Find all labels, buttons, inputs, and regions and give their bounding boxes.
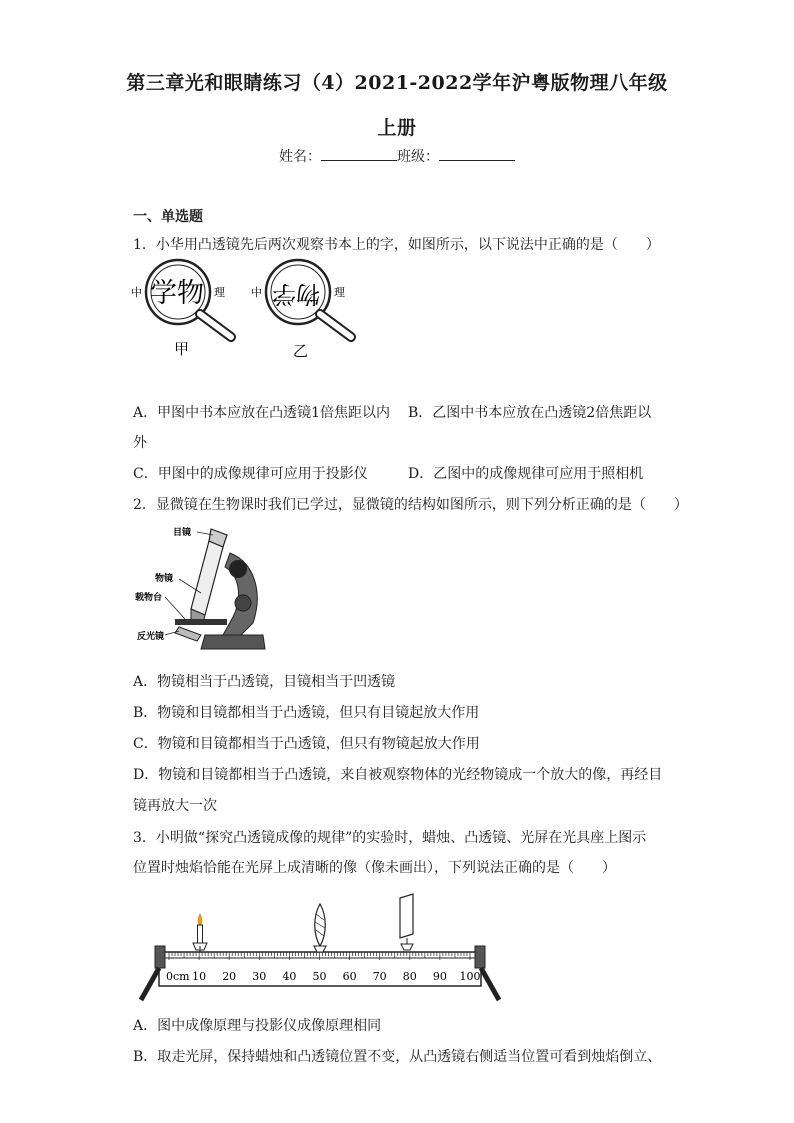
label-mirror: 反光镜 (137, 632, 165, 642)
char-right-a: 理 (214, 286, 225, 299)
char-right-b: 理 (334, 286, 345, 299)
q2-option-a[interactable]: A．物镜相当于凸透镜，目镜相当于凹透镜 (133, 674, 396, 690)
q3-stem-line2: 位置时烛焰恰能在光屏上成清晰的像（像未画出），下列说法正确的是（ ） (133, 860, 616, 876)
magnifier-b (251, 260, 351, 360)
student-info (0, 146, 794, 166)
name-blank[interactable] (321, 148, 397, 161)
magnified-text-b: 物学 (272, 280, 320, 308)
ruler-tick-label: 50 (312, 970, 327, 983)
q1-magnifier-figure (128, 258, 368, 368)
ruler-tick-label: 70 (372, 970, 387, 983)
page-title: 第三章光和眼睛练习（4）2021-2022学年沪粤版物理八年级 (126, 72, 668, 94)
magnifier-a (131, 260, 231, 358)
char-left-b: 中 (251, 286, 262, 299)
q2-option-b[interactable]: B．物镜和目镜都相当于凸透镜，但只有目镜起放大作用 (133, 705, 480, 721)
label-stage: 载物台 (135, 593, 163, 603)
ruler-tick-label: 20 (222, 970, 237, 983)
q2-option-d-continued: 镜再放大一次 (133, 798, 217, 814)
q1-stem: 1．小华用凸透镜先后两次观察书本上的字，如图所示，以下说法中正确的是（ ） (133, 237, 660, 253)
ruler-tick-label: 60 (342, 970, 357, 983)
q3-optical-bench-figure (133, 890, 513, 1005)
page-title-continued: 上册 (377, 117, 417, 139)
ruler-tick-label: 40 (282, 970, 297, 983)
name-label: 姓名： (279, 149, 321, 165)
q3-option-b[interactable]: B．取走光屏，保持蜡烛和凸透镜位置不变，从凸透镜右侧适当位置可看到烛焰倒立、 (133, 1049, 662, 1065)
q3-stem-line1: 3．小明做“探究凸透镜成像的规律”的实验时，蜡烛、凸透镜、光屏在光具座上图示 (133, 830, 647, 846)
magnified-text-a: 学物 (150, 278, 204, 309)
label-objective: 物镜 (155, 574, 174, 584)
ruler-tick-label: 80 (402, 970, 417, 983)
q2-option-c[interactable]: C．物镜和目镜都相当于凸透镜，但只有物镜起放大作用 (133, 736, 480, 752)
q1-option-a[interactable]: A．甲图中书本应放在凸透镜1倍焦距以内 (133, 405, 391, 421)
ruler-tick-label: 0cm (166, 970, 190, 983)
candle (193, 914, 207, 952)
q2-option-d[interactable]: D．物镜和目镜都相当于凸透镜，来自被观察物体的光经物镜成一个放大的像，再经目 (133, 767, 663, 783)
q2-stem: 2．显微镜在生物课时我们已学过，显微镜的结构如图所示，则下列分析正确的是（ ） (133, 497, 688, 513)
convex-lens (314, 904, 326, 952)
q1-option-b[interactable]: B．乙图中书本应放在凸透镜2倍焦距以 (408, 405, 652, 421)
ruler-tick-label: 30 (252, 970, 267, 983)
label-a: 甲 (174, 340, 190, 358)
class-label: 班级： (397, 149, 439, 165)
char-left-a: 中 (131, 286, 142, 299)
ruler-tick-label: 90 (432, 970, 447, 983)
q3-option-a[interactable]: A．图中成像原理与投影仪成像原理相同 (133, 1018, 382, 1034)
ruler-tick-label: 10 (192, 970, 207, 983)
q1-option-d[interactable]: D．乙图中的成像规律可应用于照相机 (408, 466, 644, 482)
label-b: 乙 (293, 342, 309, 360)
section-title: 一、单选题 (133, 209, 203, 225)
q2-microscope-figure (135, 523, 270, 653)
light-screen (400, 894, 413, 950)
ruler-tick-label: 100 (459, 970, 481, 983)
class-blank[interactable] (439, 148, 515, 161)
label-eyepiece: 目镜 (173, 528, 192, 538)
q1-option-c[interactable]: C．甲图中的成像规律可应用于投影仪 (133, 466, 368, 482)
q1-option-b-continued: 外 (133, 435, 147, 451)
